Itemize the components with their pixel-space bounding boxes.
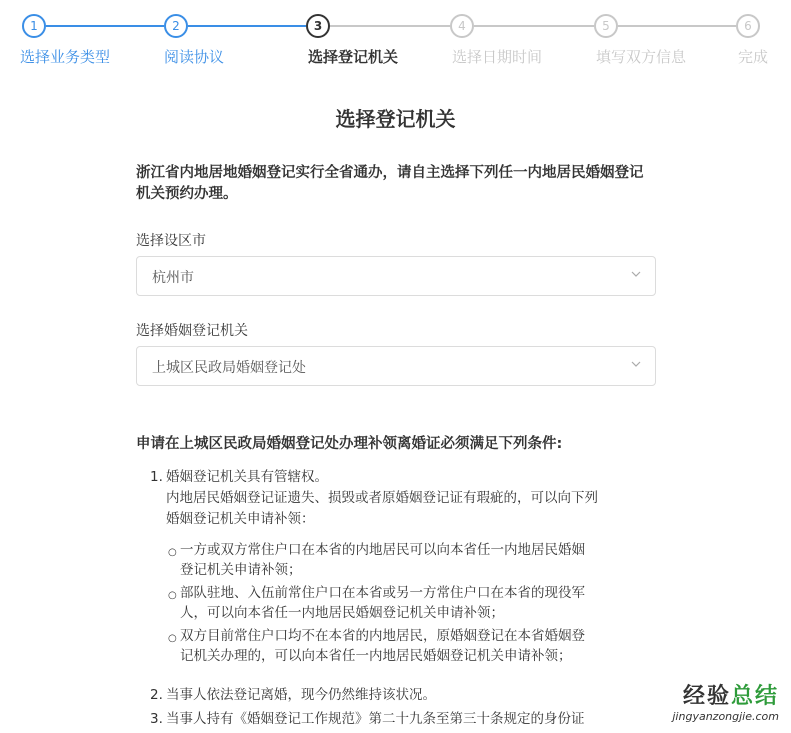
step-connector xyxy=(474,25,594,27)
condition-2-text: 当事人依法登记离婚，现今仍然维持该状况。 xyxy=(166,687,436,703)
chevron-down-icon xyxy=(631,359,641,369)
step-3-label: 选择登记机关 xyxy=(308,48,399,66)
bullet-icon: ○ xyxy=(168,633,177,644)
step-progress xyxy=(0,0,791,80)
step-4-circle: 4 xyxy=(450,14,474,38)
list-number: 1. xyxy=(150,469,163,485)
bullet-1-line2: 登记机关申请补领； xyxy=(180,562,302,578)
watermark xyxy=(672,679,779,723)
watermark-url: jingyanzongjie.com xyxy=(672,710,779,723)
city-label: 选择设区市 xyxy=(136,233,206,249)
bullet-3-line2: 记机关办理的，可以向本省任一内地居民婚姻登记机关申请补领； xyxy=(180,648,572,664)
page-title: 选择登记机关 xyxy=(335,107,456,131)
condition-1-line1: 婚姻登记机关具有管辖权。 xyxy=(166,469,328,485)
watermark-text-b: 总结 xyxy=(730,684,779,709)
bullet-icon: ○ xyxy=(168,590,177,601)
list-number: 2. xyxy=(150,687,163,703)
condition-item-2 xyxy=(150,685,640,707)
chevron-down-icon xyxy=(631,269,641,279)
step-5-label: 填写双方信息 xyxy=(596,48,687,66)
city-select-value: 杭州市 xyxy=(152,270,194,286)
list-number: 3. xyxy=(150,711,163,727)
conditions-title: 申请在上城区民政局婚姻登记处办理补领离婚证必须满足下列条件: xyxy=(136,436,563,452)
condition-1-line3: 婚姻登记机关申请补领： xyxy=(166,511,315,527)
condition-item-1 xyxy=(150,467,640,667)
step-1-circle[interactable]: 1 xyxy=(22,14,46,38)
step-connector xyxy=(330,25,450,27)
condition-3-text: 当事人持有《婚姻登记工作规范》第二十九条至第三十条规定的身份证 xyxy=(166,711,585,727)
watermark-text-a: 经验 xyxy=(682,684,731,709)
condition-item-3 xyxy=(150,709,640,731)
office-label: 选择婚姻登记机关 xyxy=(136,323,248,339)
step-1-label[interactable]: 选择业务类型 xyxy=(20,48,111,66)
city-select[interactable] xyxy=(136,256,656,296)
office-select-value: 上城区民政局婚姻登记处 xyxy=(152,360,306,376)
bullet-1-line1: 一方或双方常住户口在本省的内地居民可以向本省任一内地居民婚姻 xyxy=(180,542,585,558)
bullet-3-line1: 双方目前常住户口均不在本省的内地居民，原婚姻登记在本省婚姻登 xyxy=(180,628,585,644)
step-6-circle: 6 xyxy=(736,14,760,38)
step-2-circle[interactable]: 2 xyxy=(164,14,188,38)
bullet-2-line1: 部队驻地、入伍前常住户口在本省或另一方常住户口在本省的现役军 xyxy=(180,585,585,601)
bullet-2-line2: 人，可以向本省任一内地居民婚姻登记机关申请补领； xyxy=(180,605,504,621)
step-4-label: 选择日期时间 xyxy=(452,48,543,66)
step-connector xyxy=(618,25,736,27)
bullet-icon: ○ xyxy=(168,547,177,558)
step-connector xyxy=(188,25,306,27)
step-6-label: 完成 xyxy=(738,48,769,66)
step-2-label[interactable]: 阅读协议 xyxy=(164,48,225,66)
office-select[interactable] xyxy=(136,346,656,386)
step-5-circle: 5 xyxy=(594,14,618,38)
step-connector xyxy=(46,25,164,27)
condition-1-line2: 内地居民婚姻登记证遗失、损毁或者原婚姻登记证有瑕疵的，可以向下列 xyxy=(166,490,598,506)
intro-text: 浙江省内地居地婚姻登记实行全省通办，请自主选择下列任一内地居民婚姻登记机关预约办理。 xyxy=(136,165,644,202)
step-3-circle: 3 xyxy=(306,14,330,38)
